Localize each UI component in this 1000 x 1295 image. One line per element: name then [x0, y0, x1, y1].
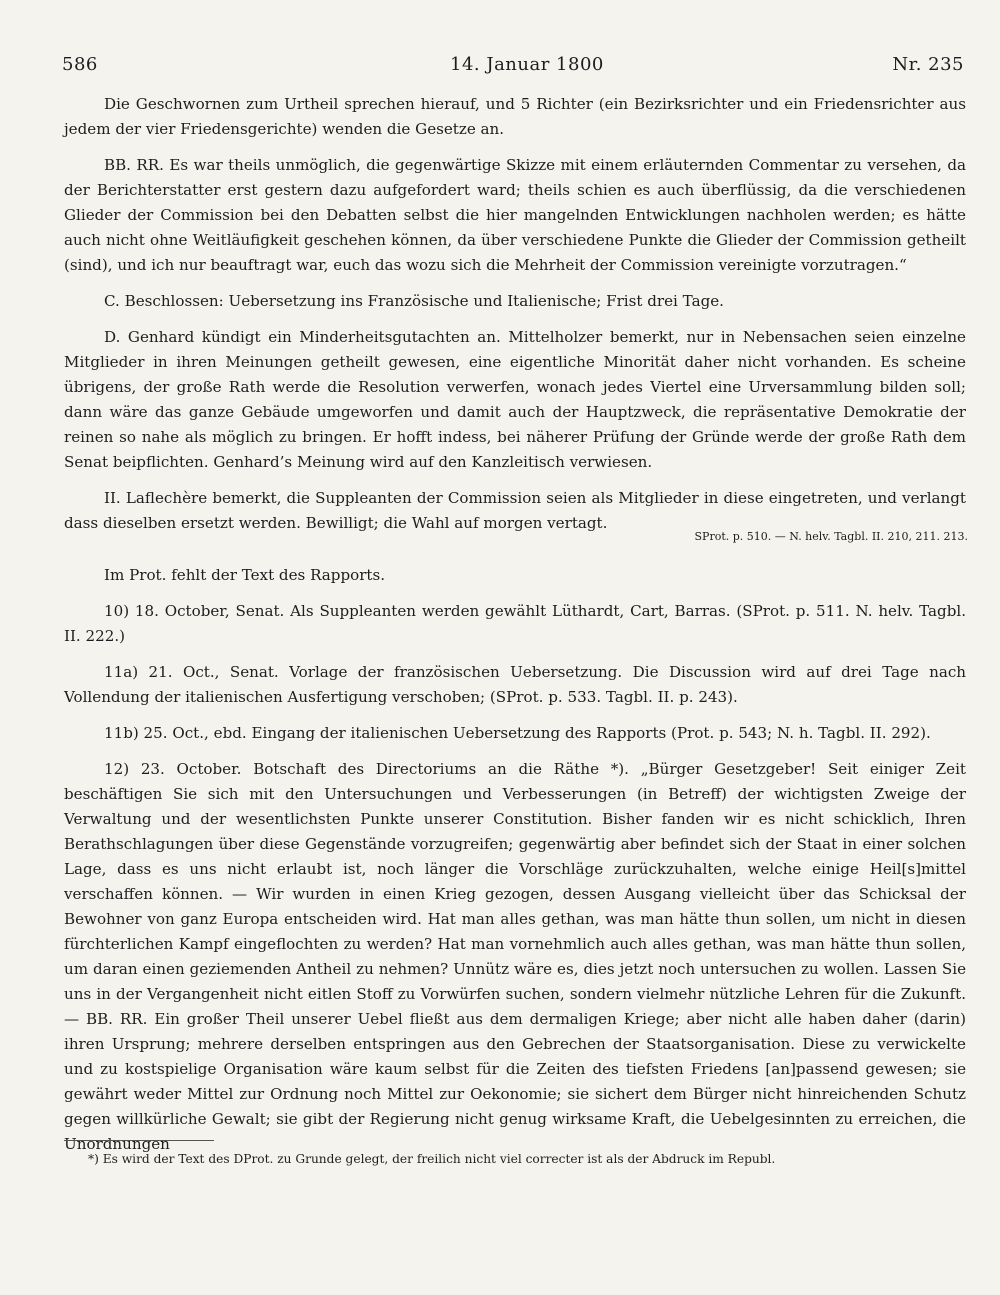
paragraph-4: D. Genhard kündigt ein Minderheitsgutachten an. Mittelholzer bemerkt, nur in Nebensachen seien einzelne Mitglieder in ihren Meinungen getheilt gewesen, eine eigentliche Minorität daher nicht vorhanden. Es scheine übrigens, der große Rath werde die Resolution verwerfen, wonach jedes Viertel eine Urversammlung bilden soll; dann wäre das ganze Gebäude umgeworfen und damit auch der Hauptzweck, die repräsentative Demokratie der reinen so nahe als möglich zu bringen. Er hofft indess, bei näherer Prüfung der Gründe werde der große Rath dem Senat beipflichten. Genhard’s Meinung wird auf den Kanzleitisch verwiesen. — [64, 328, 966, 471]
paragraph-10: 12) 23. October. Botschaft des Directoriums an die Räthe *). „Bürger Gesetzgeber! Seit einiger Zeit beschäftigen Sie sich mit den Untersuchungen und Verbesserungen (in Betreff) der wichtigsten Zweige der Verwaltung und der wesentlichsten Punkte unserer Constitution. Bisher fanden wir es nicht schicklich, Ihren Berathschlagungen über diese Gegenstände vorzugreifen; gegenwärtig aber befindet sich der Staat in einer solchen Lage, dass es uns nicht erlaubt ist, noch länger die Vorschläge zurückzuhalten, welche einige Heil[s]mittel verschaffen können. — Wir wurden in einen Krieg gezogen, dessen Ausgang vielleicht über das Schicksal der Bewohner von ganz Europa entscheiden wird. Hat man alles gethan, was man hätte thun sollen, um nicht in diesen fürchterlichen Kampf eingeflochten zu werden? Hat man vornehmlich auch alles gethan, was man hätte thun sollen, um daran einen geziemenden Antheil zu nehmen? Unnütz wäre es, dies jetzt noch untersuchen zu wollen. Lassen Sie uns in der Vergangenheit nicht eitlen Stoff zu Vorwürfen suchen, sondern vielmehr nützliche Lehren für die Zukunft. — BB. RR. Ein großer Theil unserer Uebel fließt aus dem dermaligen Kriege; aber nicht alle haben daher (darin) ihren Ursprung; mehrere derselben entspringen aus den Gebrechen der Staatsorganisation. Diese zu verwickelte und zu kostspielige Organisation wäre kaum selbst für die Zeiten des tiefsten Friedens [an]passend gewesen; sie gewährt weder Mittel zur Ordnung noch Mittel zur Oekonomie; sie sichert dem Bürger nicht hinreichenden Schutz gegen willkürliche Gewalt; sie gibt der Regierung nicht genug wirksame Kraft, die Uebelgesinnten zu erreichen, die Unordnungen — [64, 760, 966, 1153]
paragraph-6: Im Prot. fehlt der Text des Rapports. — [104, 566, 386, 584]
body-text — [64, 92, 966, 1157]
paragraph-1: Die Geschwornen zum Urtheil sprechen hierauf, und 5 Richter (ein Bezirksrichter und ein Friedensrichter aus jedem der vier Friedensgerichte) wenden die Gesetze an. — [64, 95, 966, 138]
footnote: *) Es wird der Text des DProt. zu Grunde gelegt, der freilich nicht viel correcter ist als der Abdruck im Republ. — [88, 1152, 776, 1166]
paragraph-9: 11b) 25. Oct., ebd. Eingang der italienischen Uebersetzung des Rapports (Prot. p. 543; N. h. Tagbl. II. 292). — [104, 724, 931, 742]
paragraph-3: C. Beschlossen: Uebersetzung ins Französische und Italienische; Frist drei Tage. — [104, 292, 724, 310]
running-head — [62, 54, 964, 80]
document-number: Nr. 235 — [892, 54, 964, 75]
header-date: 14. Januar 1800 — [450, 54, 604, 75]
footnote-divider — [64, 1140, 214, 1141]
reference-line: SProt. p. 510. — N. helv. Tagbl. II. 210, 211. 213. — [694, 530, 968, 543]
page-number: 586 — [62, 54, 98, 75]
paragraph-5: II. Laflechère bemerkt, die Suppleanten der Commission seien als Mitglieder in diese eingetreten, und verlangt dass dieselben ersetzt werden. Bewilligt; die Wahl auf morgen vertagt. — [64, 489, 966, 532]
paragraph-8: 11a) 21. Oct., Senat. Vorlage der französischen Uebersetzung. Die Discussion wird auf drei Tage nach Vollendung der italienischen Ausfertigung verschoben; (SProt. p. 533. Tagbl. II. p. 243). — [64, 663, 966, 706]
paragraph-2: BB. RR. Es war theils unmöglich, die gegenwärtige Skizze mit einem erläuternden Commentar zu versehen, da der Berichterstatter erst gestern dazu aufgefordert ward; theils schien es auch überflüssig, da die verschiedenen Glieder der Commission bei den Debatten selbst die hier mangelnden Entwicklungen nachholen werden; es hätte auch nicht ohne Weitläufigkeit geschehen können, da über verschiedene Punkte die Glieder der Commission getheilt (sind), und ich nur beauftragt war, euch das wozu sich die Mehrheit der Commission vereinigte vorzutragen.“ — [64, 156, 966, 274]
paragraph-7: 10) 18. October, Senat. Als Suppleanten werden gewählt Lüthardt, Cart, Barras. (SProt. p. 511. N. helv. Tagbl. II. 222.) — [64, 602, 966, 645]
